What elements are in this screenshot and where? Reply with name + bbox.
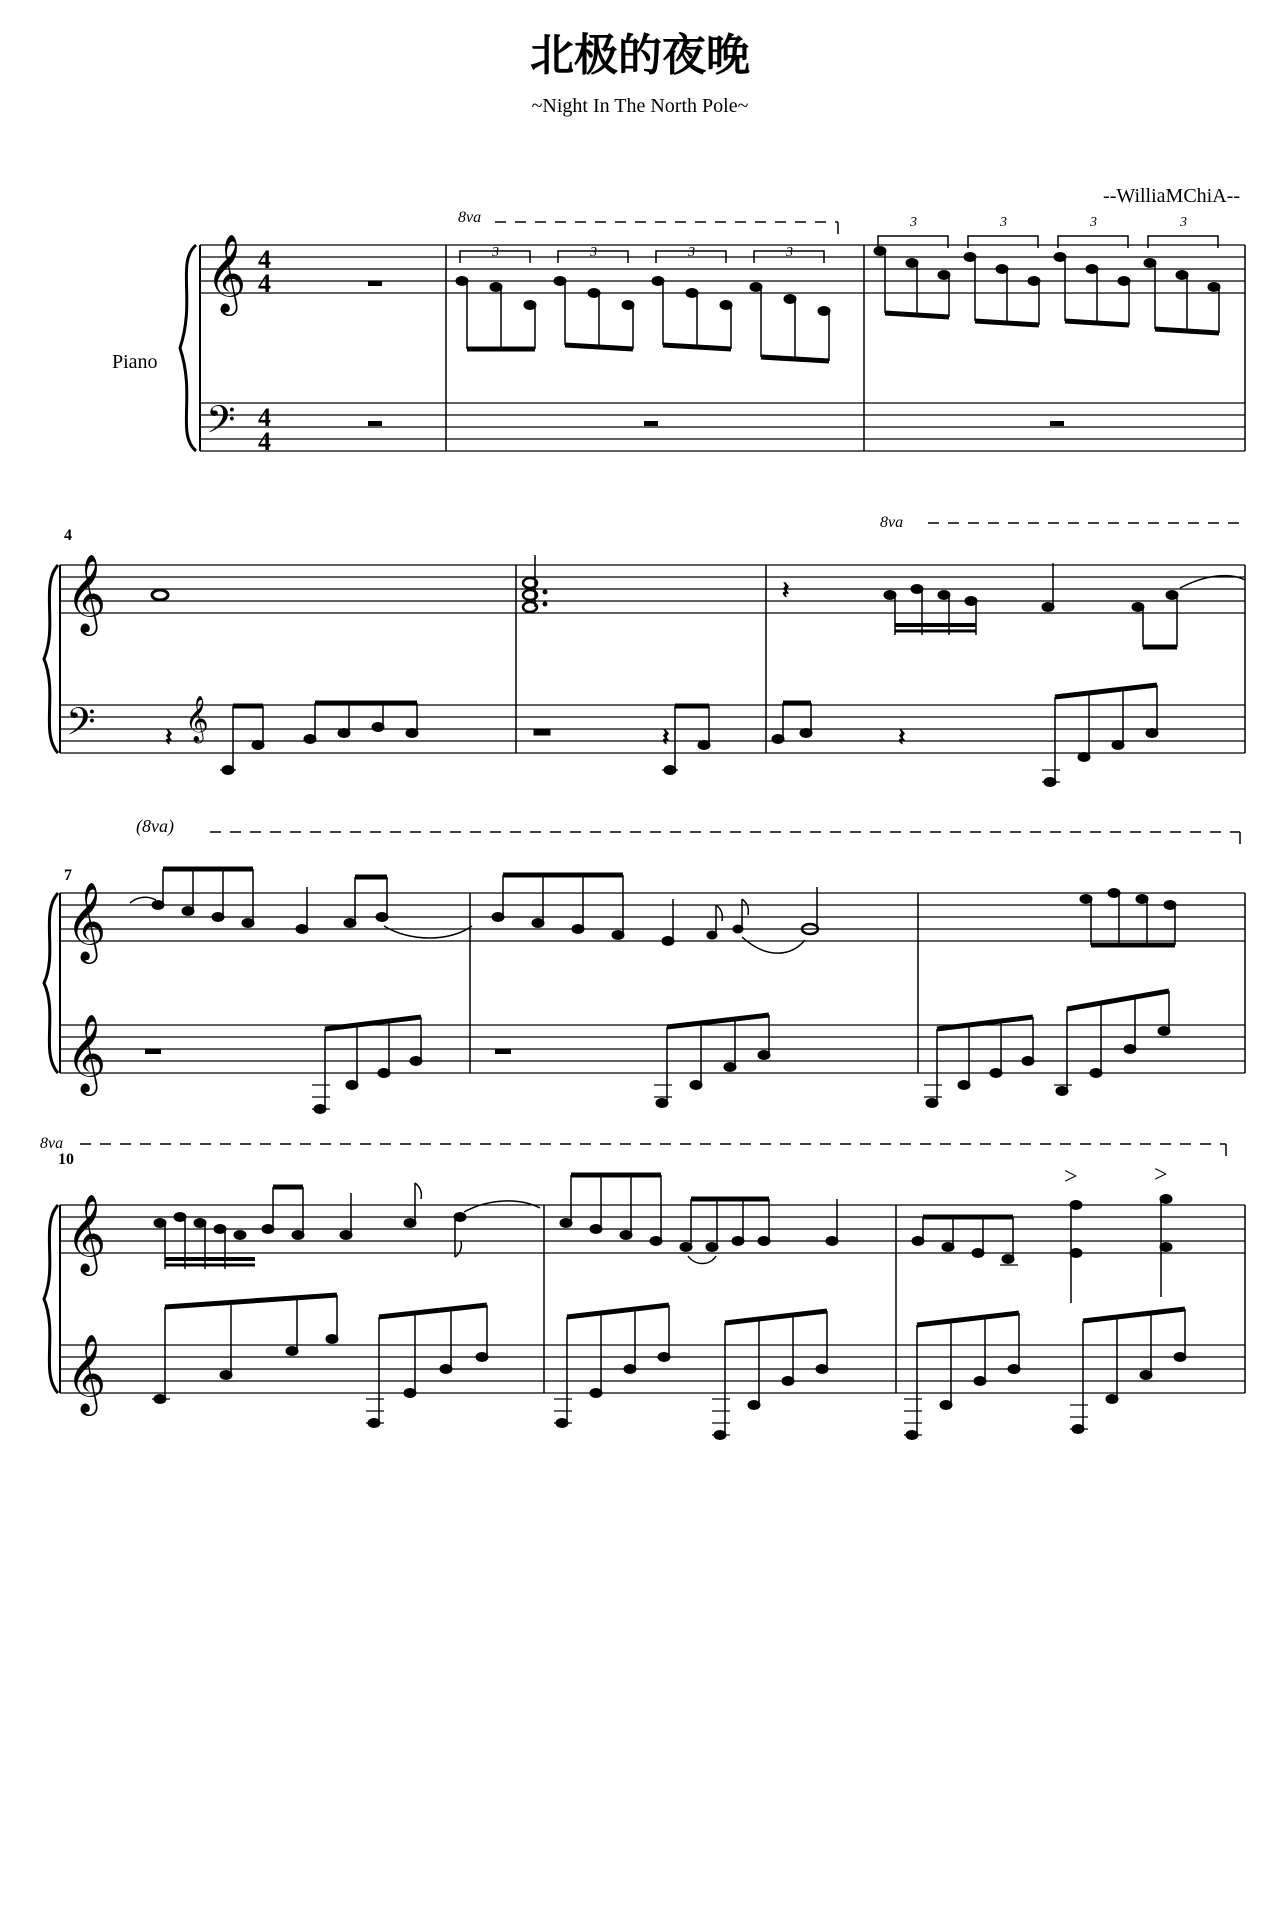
bass-staff <box>200 403 1245 451</box>
octave-line <box>136 816 1240 844</box>
grand-staff-brace <box>44 1205 58 1393</box>
tuplet-number: 3 <box>1000 215 1007 230</box>
accent-mark: > <box>1064 1164 1078 1190</box>
svg-text:𝄽: 𝄽 <box>165 725 173 751</box>
treble-clef-change: 𝄞 <box>185 696 209 741</box>
rests <box>145 1049 511 1054</box>
svg-text:𝄽: 𝄽 <box>898 725 906 751</box>
grand-staff-brace <box>180 245 196 451</box>
tuplet-number: 3 <box>910 215 917 230</box>
time-signature-bottom: 4 <box>258 427 271 456</box>
treble-notes <box>154 1175 1172 1303</box>
bass-staff <box>60 705 1245 753</box>
bass-clef: 𝄢 <box>66 701 96 752</box>
octave-line <box>458 209 838 234</box>
system-1 <box>112 209 1245 456</box>
composer-credit: --WilliaMChiA-- <box>1103 185 1240 207</box>
treble-staff <box>60 893 1245 941</box>
octave-mark: 8va <box>40 1135 64 1152</box>
instrument-label: Piano <box>112 351 158 373</box>
treble-clef: 𝄞 <box>66 1195 107 1271</box>
measure-number: 7 <box>64 867 72 884</box>
octave-line <box>40 1135 1226 1156</box>
bass-clef: 𝄢 <box>206 399 236 450</box>
piece-title: 北极的夜晚 <box>530 30 750 81</box>
lower-notes <box>152 1295 1186 1440</box>
grand-staff-brace <box>44 893 58 1073</box>
lower-notes <box>312 991 1170 1114</box>
tuplet-number: 3 <box>1180 215 1187 230</box>
piece-subtitle: ~Night In The North Pole~ <box>531 95 749 117</box>
treble-clef: 𝄞 <box>206 235 247 311</box>
treble-clef: 𝄞 <box>66 1335 107 1411</box>
treble-clef: 𝄞 <box>66 1015 107 1091</box>
svg-text:𝄽: 𝄽 <box>662 725 670 751</box>
tuplet-number: 3 <box>786 245 793 260</box>
treble-staff <box>60 1205 1245 1253</box>
treble-clef: 𝄞 <box>66 555 107 631</box>
tuplet-number: 3 <box>688 245 695 260</box>
octave-mark: (8va) <box>136 816 174 836</box>
bass-notes <box>220 685 1158 787</box>
time-signature-top: 4 <box>258 245 271 274</box>
octave-mark: 8va <box>458 209 482 226</box>
system-3 <box>44 816 1245 1114</box>
accent-mark: > <box>1154 1162 1168 1188</box>
time-signature-top: 4 <box>258 403 271 432</box>
barlines <box>516 565 1245 753</box>
measure-number: 10 <box>58 1151 74 1168</box>
lower-treble-staff <box>60 1345 1245 1393</box>
octave-line <box>880 514 1245 531</box>
system-4 <box>40 1135 1245 1440</box>
system-2 <box>44 514 1245 787</box>
octave-mark: 8va <box>880 514 904 531</box>
grand-staff-brace <box>44 565 58 753</box>
barlines <box>446 245 1245 451</box>
tuplet-number: 3 <box>1090 215 1097 230</box>
svg-text:𝄽: 𝄽 <box>782 578 790 604</box>
triplet-notes <box>456 247 1220 362</box>
measure-number: 4 <box>64 527 72 544</box>
triplet-group <box>460 236 1218 263</box>
treble-staff <box>60 565 1245 613</box>
whole-rests <box>368 281 1064 426</box>
time-signature-bottom: 4 <box>258 269 271 298</box>
tuplet-number: 3 <box>492 245 499 260</box>
treble-clef: 𝄞 <box>66 883 107 959</box>
tuplet-number: 3 <box>590 245 597 260</box>
barlines <box>544 1205 1245 1393</box>
